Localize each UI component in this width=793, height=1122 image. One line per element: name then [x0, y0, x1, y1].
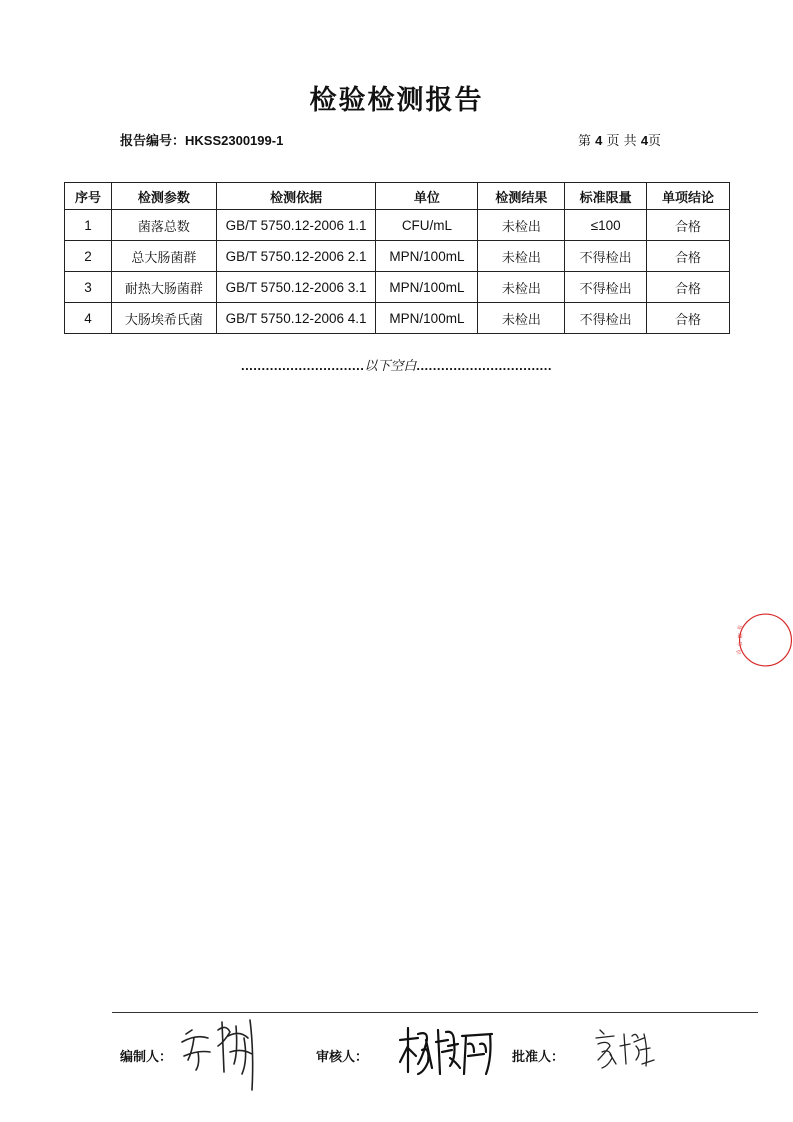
- compiler-label: 编制人：: [120, 1050, 173, 1065]
- blank-below-text: 以下空白: [364, 359, 417, 374]
- svg-text:限: 限: [737, 632, 745, 639]
- reviewer-signature: [396, 1022, 496, 1082]
- page-suffix: 页: [648, 134, 662, 149]
- reviewer-label: 审核人：: [316, 1050, 369, 1065]
- report-number-label: 报告编号：: [120, 134, 186, 149]
- column-header: 单项结论: [647, 183, 730, 210]
- table-cell: MPN/100mL: [376, 272, 478, 303]
- report-number: HKSS2300199-1: [185, 133, 284, 148]
- report-number-line: [120, 130, 283, 149]
- table-cell: 未检出: [478, 210, 565, 241]
- column-header: 序号: [65, 183, 112, 210]
- table-cell: ≤100: [565, 210, 647, 241]
- table-cell: 不得检出: [565, 272, 647, 303]
- page-title: 检验检测报告: [309, 85, 484, 116]
- results-table: [64, 182, 730, 334]
- table-row: [65, 210, 730, 241]
- column-header: 检测依据: [216, 183, 376, 210]
- blank-below-note: [0, 355, 793, 374]
- table-cell: MPN/100mL: [376, 303, 478, 334]
- column-header: 标准限量: [565, 183, 647, 210]
- table-cell: 1: [65, 210, 112, 241]
- page-current: 4: [595, 133, 603, 148]
- table-cell: 不得检出: [565, 241, 647, 272]
- table-cell: 2: [65, 241, 112, 272]
- page-total: 4: [640, 133, 649, 148]
- table-cell: 未检出: [478, 241, 565, 272]
- table-cell: 3: [65, 272, 112, 303]
- svg-text:有: 有: [736, 624, 745, 632]
- approver-label: 批准人：: [512, 1050, 565, 1065]
- svg-text:公: 公: [737, 641, 745, 647]
- table-cell: 大肠埃希氏菌: [111, 303, 216, 334]
- table-cell: 未检出: [478, 303, 565, 334]
- column-header: 检测参数: [111, 183, 216, 210]
- table-header-row: [65, 183, 730, 210]
- page-mid: 页 共: [606, 134, 637, 149]
- table-cell: 不得检出: [565, 303, 647, 334]
- table-cell: GB/T 5750.12-2006 3.1: [216, 272, 376, 303]
- approver-signature: [590, 1024, 660, 1074]
- table-cell: MPN/100mL: [376, 241, 478, 272]
- table-row: [65, 303, 730, 334]
- table-cell: 耐热大肠菌群: [111, 272, 216, 303]
- page-indicator: [578, 130, 661, 149]
- dotted-leader-left: ..............................: [240, 358, 365, 373]
- column-header: 检测结果: [478, 183, 565, 210]
- table-cell: GB/T 5750.12-2006 4.1: [216, 303, 376, 334]
- table-cell: GB/T 5750.12-2006 1.1: [216, 210, 376, 241]
- dotted-leader-right: .................................: [416, 358, 553, 373]
- table-row: [65, 272, 730, 303]
- company-seal: [738, 570, 793, 710]
- page-prefix: 第: [578, 134, 592, 149]
- table-cell: 菌落总数: [111, 210, 216, 241]
- table-row: [65, 241, 730, 272]
- table-cell: GB/T 5750.12-2006 2.1: [216, 241, 376, 272]
- table-cell: CFU/mL: [376, 210, 478, 241]
- table-cell: 合格: [647, 303, 730, 334]
- table-cell: 未检出: [478, 272, 565, 303]
- compiler-signature: [178, 1012, 268, 1092]
- column-header: 单位: [376, 183, 478, 210]
- table-cell: 4: [65, 303, 112, 334]
- table-cell: 合格: [647, 241, 730, 272]
- table-cell: 合格: [647, 210, 730, 241]
- svg-text:司: 司: [736, 648, 744, 656]
- table-cell: 总大肠菌群: [111, 241, 216, 272]
- table-cell: 合格: [647, 272, 730, 303]
